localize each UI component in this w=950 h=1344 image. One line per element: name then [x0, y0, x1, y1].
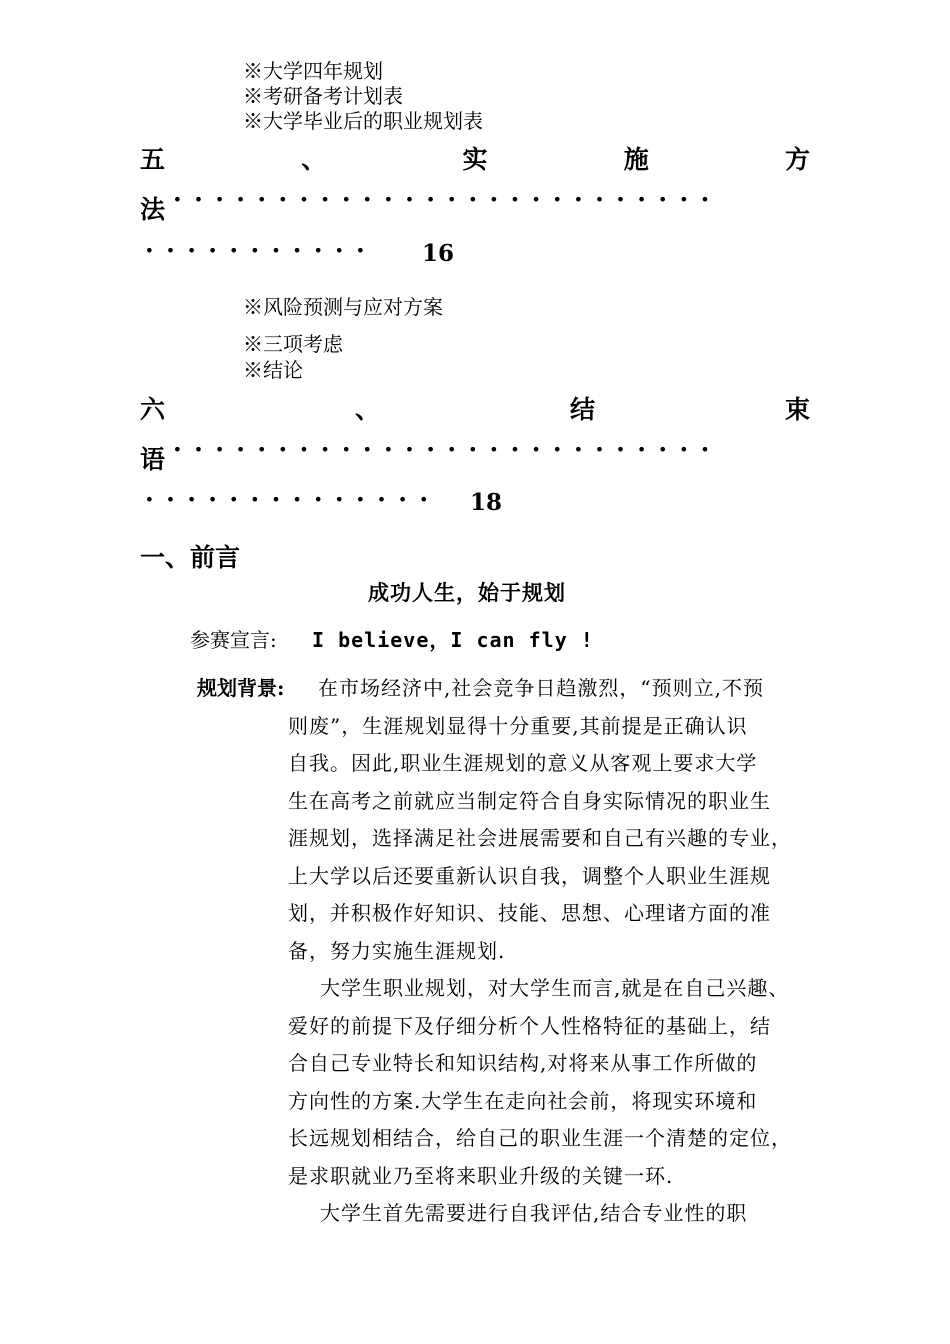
toc-char: 结	[569, 395, 595, 424]
background-label: 规划背景:	[197, 676, 285, 700]
toc-page-number: 18	[470, 489, 503, 516]
toc-char: 束	[784, 395, 810, 424]
declaration-label: 参赛宣言:	[190, 628, 277, 652]
body-line: 划，并积极作好知识、技能、思想、心理诸方面的准	[288, 901, 771, 925]
body-line: 是求职就业乃至将来职业升级的关键一环.	[288, 1164, 674, 1188]
toc-char: 语	[140, 445, 166, 474]
toc-char: 法	[140, 195, 166, 224]
preface-title: 成功人生，始于规划	[368, 580, 566, 605]
toc-sub-item: ※风险预测与应对方案	[243, 295, 443, 319]
body-line: 长远规划相结合，给自己的职业生涯一个清楚的定位，	[288, 1126, 792, 1150]
toc-leader-dots: ···········	[145, 236, 378, 265]
toc-leader-dots: ··························	[173, 185, 722, 214]
toc-sub-item: ※结论	[243, 358, 303, 382]
toc-char: 六	[140, 395, 166, 424]
toc-section-5-heading	[140, 140, 810, 176]
body-line: 上大学以后还要重新认识自我，调整个人职业生涯规	[288, 864, 771, 888]
toc-leader-dots: ··············	[145, 485, 441, 514]
body-line: 大学生首先需要进行自我评估,结合专业性的职	[320, 1201, 748, 1225]
toc-char: 实	[462, 145, 488, 174]
declaration-text: I believe，I can fly !	[312, 628, 594, 652]
toc-char: 五	[140, 145, 166, 174]
body-line: 合自己专业特长和知识结构,对将来从事工作所做的	[288, 1051, 758, 1075]
toc-char: 、	[354, 395, 380, 424]
body-line: 生在高考之前就应当制定符合自身实际情况的职业生	[288, 789, 771, 813]
toc-sub-item: ※三项考虑	[243, 332, 343, 356]
toc-sub-item: ※考研备考计划表	[243, 84, 403, 108]
body-line: 备，努力实施生涯规划.	[288, 939, 506, 963]
body-line: 大学生职业规划，对大学生而言,就是在自己兴趣、	[320, 976, 790, 1000]
body-line: 则废”，生涯规划显得十分重要,其前提是正确认识	[288, 714, 748, 738]
toc-leader-dots: ··························	[173, 435, 722, 464]
toc-char: 施	[623, 145, 649, 174]
toc-sub-item: ※大学四年规划	[243, 59, 383, 83]
body-line: 在市场经济中,社会竞争日趋激烈，“预则立,不预	[318, 676, 764, 700]
body-line: 爱好的前提下及仔细分析个人性格特征的基础上，结	[288, 1014, 771, 1038]
toc-page-number: 16	[422, 240, 455, 267]
body-line: 涯规划，选择满足社会进展需要和自己有兴趣的专业，	[288, 826, 792, 850]
body-line: 方向性的方案.大学生在走向社会前，将现实环境和	[288, 1089, 758, 1113]
section-heading: 一、前言	[140, 543, 241, 572]
toc-section-6-heading	[140, 390, 810, 426]
toc-char: 、	[301, 145, 327, 174]
toc-char: 方	[784, 145, 810, 174]
body-line: 自我。因此,职业生涯规划的意义从客观上要求大学	[288, 751, 758, 775]
toc-sub-item: ※大学毕业后的职业规划表	[243, 109, 483, 133]
